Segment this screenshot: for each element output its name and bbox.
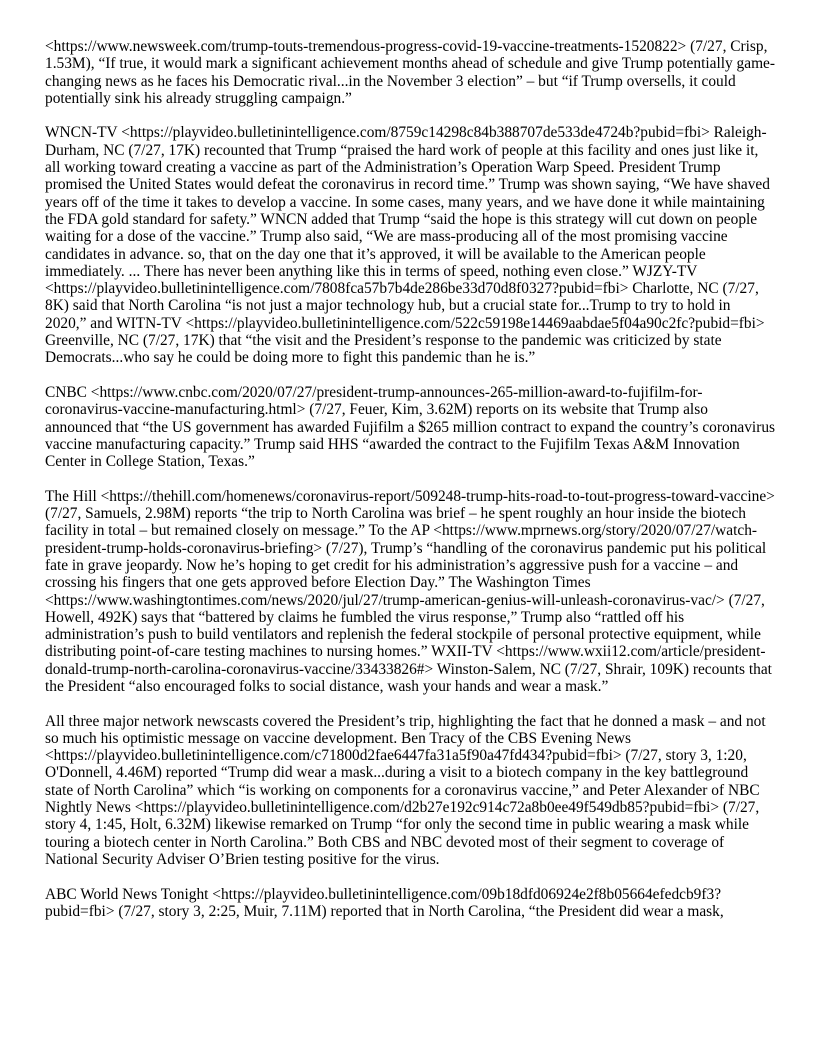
- document-body: [45, 38, 779, 937]
- paragraph-newsweek: <https://www.newsweek.com/trump-touts-tremendous-progress-covid-19-vaccine-treatments-1520822> (7/27, Crisp, 1.53M), “If true, it would mark a significant achievement months ahead of schedule and give Trump potentially game-changing news as he faces his Democratic rival...in the November 3 election” – but “if Trump oversells, it could potentially sink his already struggling campaign.”: [45, 38, 776, 107]
- paragraph-abc-world-news: ABC World News Tonight <https://playvideo.bulletinintelligence.com/09b18dfd06924e2f8b05664efedcb9f3?pubid=fbi> (7/27, story 3, 2:25, Muir, 7.11M) reported that in North Carolina, “the President did wear a mask,: [45, 885, 724, 920]
- paragraph-network-newscasts: All three major network newscasts covered the President’s trip, highlighting the fact that he donned a mask – and not so much his optimistic message on vaccine development. Ben Tracy of the CBS Evening News <https://playvideo.bulletinintelligence.com/c71800d2fae6447fa31a5f90a47fd434?pubid=fbi> (7/27, story 3, 1:20, O'Donnell, 4.46M) reported “Trump did wear a mask...during a visit to a biotech company in the key battleground state of North Carolina” which “is working on components for a coronavirus vaccine,” and Peter Alexander of NBC Nightly News <https://playvideo.bulletinintelligence.com/d2b27e192c914c72a8b0ee49f549db85?pubid=fbi> (7/27, story 4, 1:45, Holt, 6.32M) likewise remarked on Trump “for only the second time in public wearing a mask while touring a biotech center in North Carolina.” Both CBS and NBC devoted most of their segment to coverage of National Security Adviser O’Brien testing positive for the virus.: [45, 712, 770, 868]
- paragraph-local-tv: WNCN-TV <https://playvideo.bulletinintelligence.com/8759c14298c84b388707de533de4724b?pubid=fbi> Raleigh-Durham, NC (7/27, 17K) recounted that Trump “praised the hard work of people at this facility and ones just like it, all working toward creating a vaccine as part of the Administration’s Operation Warp Speed. President Trump promised the United States would defeat the coronavirus in record time.” Trump was shown saying, “We have shaved years off of the time it takes to develop a vaccine. In some cases, many years, and we have done it while maintaining the FDA gold standard for safety.” WNCN added that Trump “said the hope is this strategy will cut down on people waiting for a dose of the vaccine.” Trump also said, “We are mass-producing all of the most promising vaccine candidates in advance. so, that on the day one that it’s approved, it will be available to the American people immediately. ... There has never been anything like this in terms of speed, nothing even close.” WJZY-TV <https://playvideo.bulletinintelligence.com/7808fca57b7b4de286be33d70d8f0327?pubid=fbi> Charlotte, NC (7/27, 8K) said that North Carolina “is not just a major technology hub, but a crucial state for...Trump to try to hold in 2020,” and WITN-TV <https://playvideo.bulletinintelligence.com/522c59198e14469aabdae5f04a90c2fc?pubid=fbi> Greenville, NC (7/27, 17K) that “the visit and the President’s response to the pandemic was criticized by state Democrats...who say he could be doing more to fight this pandemic than he is.”: [45, 124, 774, 367]
- paragraph-cnbc: CNBC <https://www.cnbc.com/2020/07/27/president-trump-announces-265-million-award-to-fujifilm-for-coronavirus-vaccine-manufacturing.html> (7/27, Feuer, Kim, 3.62M) reports on its website that Trump also announced that “the US government has awarded Fujifilm a $265 million contract to expand the country’s coronavirus vaccine manufacturing capacity.” Trump said HHS “awarded the contract to the Fujifilm Texas A&M Innovation Center in College Station, Texas.”: [45, 383, 779, 471]
- paragraph-the-hill: The Hill <https://thehill.com/homenews/coronavirus-report/509248-trump-hits-road-to-tout-progress-toward-vaccine> (7/27, Samuels, 2.98M) reports “the trip to North Carolina was brief – he spent roughly an hour inside the biotech facility in total – but remained closely on message.” To the AP <https://www.mprnews.org/story/2020/07/27/watch-president-trump-holds-coronavirus-briefing> (7/27), Trump’s “handling of the coronavirus pandemic put his political fate in grave jeopardy. Now he’s hoping to get credit for his administration’s aggressive push for a vaccine – and crossing his fingers that one gets approved before Election Day.” The Washington Times <https://www.washingtontimes.com/news/2020/jul/27/trump-american-genius-will-unleash-coronavirus-vac/> (7/27, Howell, 492K) says that “battered by claims he fumbled the virus response,” Trump also “rattled off his administration’s push to build ventilators and replenish the federal stockpile of personal protective equipment, while distributing point-of-care testing machines to nursing homes.” WXII-TV <https://www.wxii12.com/article/president-donald-trump-north-carolina-coronavirus-vaccine/33433826#> Winston-Salem, NC (7/27, Shrair, 109K) recounts that the President “also encouraged folks to social distance, wash your hands and wear a mask.”: [45, 487, 779, 695]
